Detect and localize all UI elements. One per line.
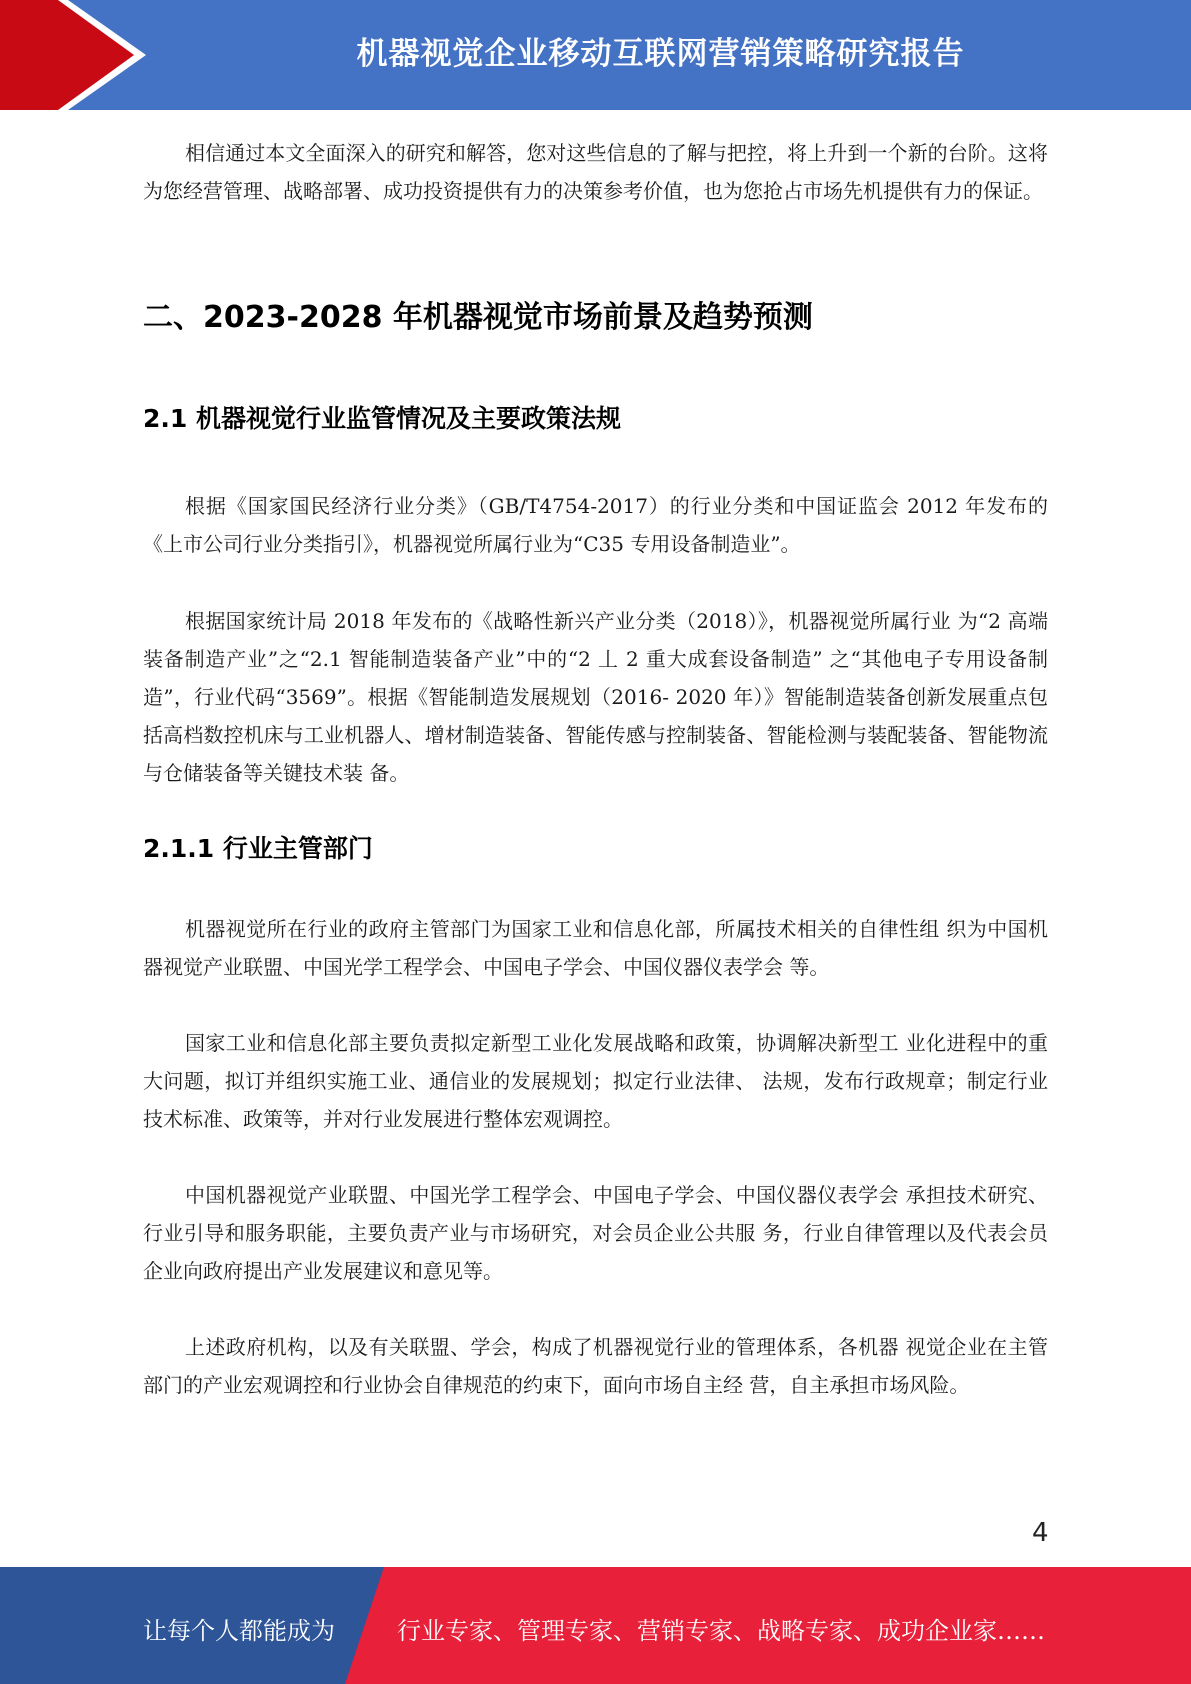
header-band [0,0,1191,110]
paragraph-summary: 上述政府机构，以及有关联盟、学会，构成了机器视觉行业的管理体系，各机器 视觉企业在主管部门的产业宏观调控和行业协会自律规范的约束下，面向市场自主经 营，自主承担市场风险。 [143,1335,1048,1397]
paragraph-authority: 机器视觉所在行业的政府主管部门为国家工业和信息化部，所属技术相关的自律性组 织为中国机器视觉产业联盟、中国光学工程学会、中国电子学会、中国仪器仪表学会 等。 [143,917,1048,979]
page-number: 4 [1032,1518,1049,1548]
paragraph-alliance: 中国机器视觉产业联盟、中国光学工程学会、中国电子学会、中国仪器仪表学会 承担技术研究、行业引导和服务职能，主要负责产业与市场研究，对会员企业公共服 务，行业自律管理以及代表会员企业向政府提出产业发展建议和意见等。 [143,1183,1048,1283]
paragraph-strategic-industry: 根据国家统计局 2018 年发布的《战略性新兴产业分类（2018）》，机器视觉所属行业 为“2 高端装备制造产业”之“2.1 智能制造装备产业”中的“2 丄 2 重大成套设备制造” 之“其他电子专用设备制造”，行业代码“3569”。根据《智能制造发展规划（2016- 2020 年）》智能制造装备创新发展重点包括高档数控机床与工业机器人、增材制造装备、智能传感与控制装备、智能检测与装配装备、智能物流与仓储装备等关键技术装 备。 [143,609,1048,785]
intro-paragraph: 相信通过本文全面深入的研究和解答，您对这些信息的了解与把控，将上升到一个新的台阶。这将为您经营管理、战略部署、成功投资提供有力的决策参考价值，也为您抢占市场先机提供有力的保证。 [143,141,1048,203]
section-heading: 二、2023-2028 年机器视觉市场前景及趋势预测 [143,300,813,335]
footer-slogan-right: 行业专家、管理专家、营销专家、战略专家、成功企业家…… [397,1617,1045,1645]
paragraph-miit: 国家工业和信息化部主要负责拟定新型工业化发展战略和政策，协调解决新型工 业化进程中的重大问题，拟订并组织实施工业、通信业的发展规划；拟定行业法律、 法规，发布行政规章；制定行业技术标准、政策等，并对行业发展进行整体宏观调控。 [143,1031,1048,1131]
report-title: 机器视觉企业移动互联网营销策略研究报告 [356,36,965,72]
subsection-heading: 2.1 机器视觉行业监管情况及主要政策法规 [143,404,621,433]
subsubsection-heading: 2.1.1 行业主管部门 [143,834,373,863]
paragraph-classification: 根据《国家国民经济行业分类》（GB/T4754-2017）的行业分类和中国证监会 2012 年发布的《上市公司行业分类指引》，机器视觉所属行业为“C35 专用设备制造业”。 [143,494,1048,556]
footer-slogan-left: 让每个人都能成为 [143,1617,335,1645]
footer-band [0,1567,1191,1684]
